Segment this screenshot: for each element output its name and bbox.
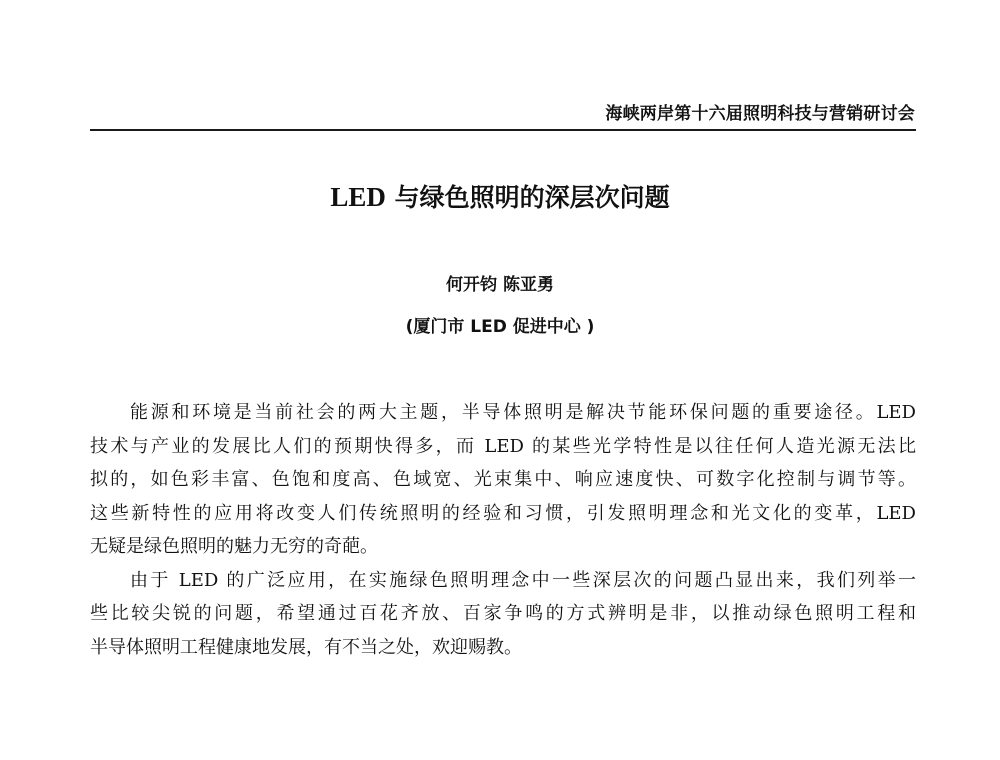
paragraph-line: 半导体照明工程健康地发展，有不当之处，欢迎赐教。 (90, 636, 522, 658)
paper-title (0, 178, 1000, 214)
paper-title-latin: LED (330, 182, 386, 212)
paragraph-line: 无疑是绿色照明的魅力无穷的奇葩。 (90, 536, 378, 557)
paragraph-line: 由于 LED 的广泛应用，在实施绿色照明理念中一些深层次的问题凸显出来，我们列举一 (130, 569, 916, 591)
header-rule (90, 129, 916, 131)
paragraph-line: 这些新特性的应用将改变人们传统照明的经验和习惯，引发照明理念和光文化的变革，LED (90, 502, 916, 524)
body-text (90, 396, 916, 664)
paragraph-line: 拟的，如色彩丰富、色饱和度高、色域宽、光束集中、响应速度快、可数字化控制与调节等。 (90, 469, 916, 490)
paragraph-line: 技术与产业的发展比人们的预期快得多，而 LED 的某些光学特性是以往任何人造光源无法比 (90, 435, 916, 457)
running-header: 海峡两岸第十六届照明科技与营销研讨会 (605, 104, 915, 124)
paragraph-1 (90, 396, 916, 564)
paragraph-line: 些比较尖锐的问题，希望通过百花齐放、百家争鸣的方式辨明是非，以推动绿色照明工程和 (90, 603, 916, 624)
authors: 何开钧 陈亚勇 (446, 275, 554, 295)
paper-title-rest: 与绿色照明的深层次问题 (385, 183, 670, 212)
paragraph-line: 能源和环境是当前社会的两大主题，半导体照明是解决节能环保问题的重要途径。LED (130, 402, 916, 423)
paragraph-2 (90, 564, 916, 665)
affiliation: (厦门市 LED 促进中心 ) (405, 317, 595, 337)
